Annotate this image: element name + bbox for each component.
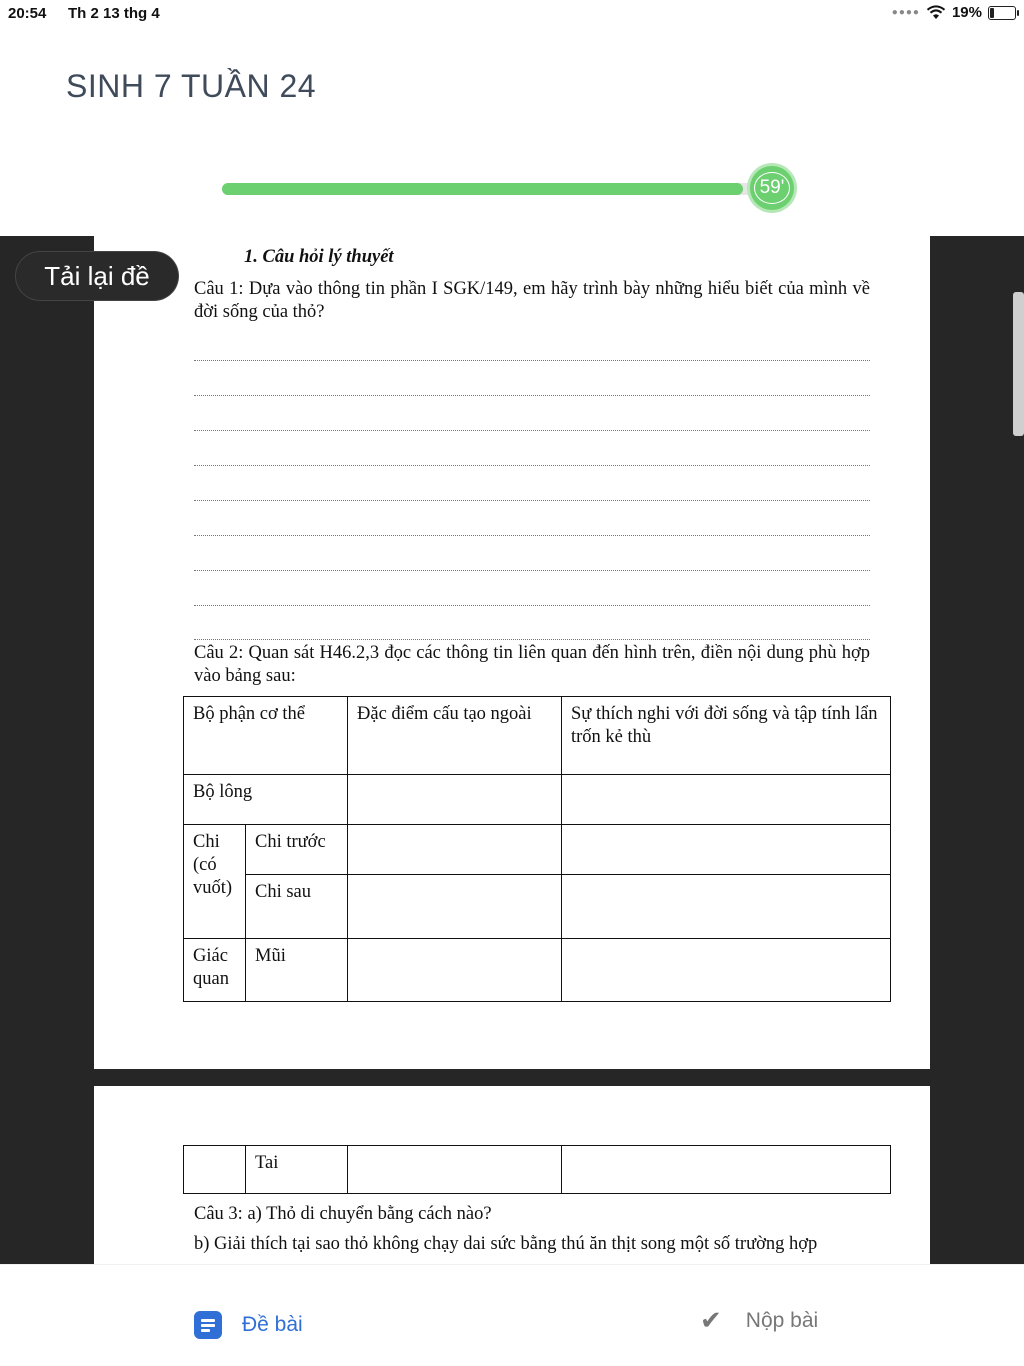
group-label-giac-quan: Giác quan <box>184 939 246 1002</box>
question-1: Câu 1: Dựa vào thông tin phần I SGK/149, em hãy trình bày những hiểu biết của mình về đời sống của thỏ? <box>194 279 870 322</box>
question-3a: Câu 3: a) Thỏ di chuyển bằng cách nào? <box>194 1204 492 1224</box>
answer-table <box>183 696 891 1002</box>
answer-line <box>194 535 870 536</box>
answer-cell[interactable] <box>562 939 891 1002</box>
bottom-tab-bar <box>0 1264 1024 1366</box>
scrollbar[interactable] <box>1013 292 1024 436</box>
answer-line <box>194 430 870 431</box>
answer-line <box>194 500 870 501</box>
check-icon: ✔ <box>700 1305 722 1335</box>
answer-table-continued <box>183 1145 891 1194</box>
answer-cell[interactable] <box>348 825 562 875</box>
row-label-bo-long: Bộ lông <box>184 775 348 825</box>
group-label-empty <box>184 1146 246 1194</box>
status-date: Th 2 13 thg 4 <box>68 5 160 22</box>
question-2: Câu 2: Quan sát H46.2,3 đọc các thông tin liên quan đến hình trên, điền nội dung phù hợp vào bảng sau: <box>194 643 870 686</box>
answer-cell[interactable] <box>562 825 891 875</box>
row-label-chi-truoc: Chi trước <box>246 825 348 875</box>
timer-label: 59' <box>754 172 790 204</box>
table-header-dac-diem: Đặc điểm cấu tạo ngoài <box>348 697 562 775</box>
status-bar <box>0 0 1024 28</box>
answer-cell[interactable] <box>348 775 562 825</box>
table-header-thich-nghi: Sự thích nghi với đời sống và tập tính lẩn trốn kẻ thù <box>562 697 891 775</box>
row-label-mui: Mũi <box>246 939 348 1002</box>
section-heading: 1. Câu hỏi lý thuyết <box>244 247 394 267</box>
table-header-bo-phan: Bộ phận cơ thể <box>184 697 348 775</box>
progress-fill <box>222 183 743 195</box>
answer-cell[interactable] <box>562 875 891 939</box>
reload-button[interactable]: Tải lại đề <box>16 252 178 300</box>
answer-cell[interactable] <box>348 875 562 939</box>
document-icon <box>194 1311 222 1339</box>
page-title: SINH 7 TUẦN 24 <box>66 68 317 104</box>
document-page-1 <box>94 236 930 1069</box>
tab-de-bai-label: Đề bài <box>242 1313 303 1336</box>
group-label-chi: Chi (có vuốt) <box>184 825 246 939</box>
row-label-tai: Tai <box>246 1146 348 1194</box>
answer-cell[interactable] <box>562 1146 891 1194</box>
answer-cell[interactable] <box>562 775 891 825</box>
answer-line <box>194 605 870 606</box>
answer-line <box>194 360 870 361</box>
answer-line <box>194 395 870 396</box>
document-page-2 <box>94 1086 930 1264</box>
wifi-icon <box>926 5 946 20</box>
status-right <box>892 4 1016 21</box>
time-progress-bar <box>222 183 770 195</box>
battery-percent: 19% <box>951 4 982 21</box>
timer-badge <box>750 166 794 210</box>
tab-nop-bai[interactable] <box>700 1305 818 1336</box>
tab-de-bai[interactable] <box>194 1311 303 1339</box>
signal-dots-icon: ●●●● <box>891 7 920 18</box>
document-viewer[interactable] <box>0 236 1024 1264</box>
answer-line <box>194 570 870 571</box>
battery-icon <box>988 6 1016 20</box>
status-time: 20:54 <box>8 5 47 22</box>
answer-cell[interactable] <box>348 1146 562 1194</box>
answer-cell[interactable] <box>348 939 562 1002</box>
tab-nop-bai-label: Nộp bài <box>745 1308 819 1332</box>
answer-line <box>194 465 870 466</box>
row-label-chi-sau: Chi sau <box>246 875 348 939</box>
question-3b: b) Giải thích tại sao thỏ không chạy dai sức bằng thú ăn thịt song một số trường hợp <box>194 1234 818 1254</box>
answer-line <box>194 639 870 640</box>
